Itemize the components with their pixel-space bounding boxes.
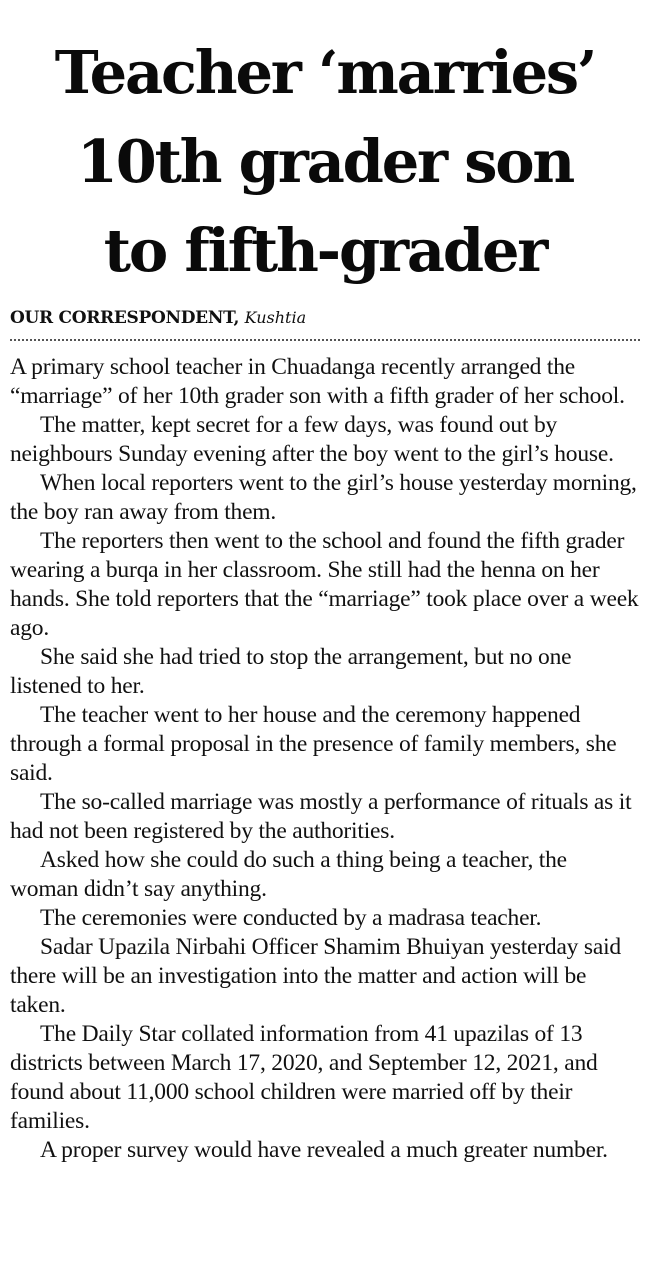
article-body [10, 353, 640, 1165]
paragraph: The so-called marriage was mostly a performance of rituals as it had not been registered by the authorities. [10, 789, 632, 844]
headline-line: Teacher ‘marries’ [54, 38, 596, 107]
paragraph: The Daily Star collated information from 41 upazilas of 13 districts between March 17, 2020, and September 12, 2021, and found about 11,000 school children were married off by their families. [10, 1021, 598, 1134]
byline-author: OUR CORRESPONDENT, [10, 308, 240, 328]
byline [10, 307, 640, 329]
paragraph: A proper survey would have revealed a much greater number. [40, 1137, 608, 1163]
paragraph: The ceremonies were conducted by a madrasa teacher. [40, 905, 542, 931]
paragraph: A primary school teacher in Chuadanga recently arranged the “marriage” of her 10th grader son with a fifth grader of her school. [10, 354, 625, 409]
dotted-divider [10, 339, 640, 341]
headline-line: 10th grader son [76, 127, 574, 196]
headline-line: to fifth-grader [103, 216, 547, 285]
headline [10, 28, 640, 295]
news-article [10, 28, 640, 1165]
paragraph: The teacher went to her house and the ceremony happened through a formal proposal in the presence of family members, she said. [10, 702, 617, 786]
paragraph: Sadar Upazila Nirbahi Officer Shamim Bhuiyan yesterday said there will be an investigation into the matter and action will be taken. [10, 934, 621, 1018]
paragraph: The reporters then went to the school and found the fifth grader wearing a burqa in her classroom. She still had the henna on her hands. She told reporters that the “marriage” took place over a week ago. [10, 528, 639, 641]
paragraph: The matter, kept secret for a few days, was found out by neighbours Sunday evening after the boy went to the girl’s house. [10, 412, 614, 467]
byline-location: Kushtia [244, 308, 307, 327]
paragraph: She said she had tried to stop the arrangement, but no one listened to her. [10, 644, 572, 699]
paragraph: Asked how she could do such a thing being a teacher, the woman didn’t say anything. [10, 847, 567, 902]
paragraph: When local reporters went to the girl’s house yesterday morning, the boy ran away from them. [10, 470, 637, 525]
